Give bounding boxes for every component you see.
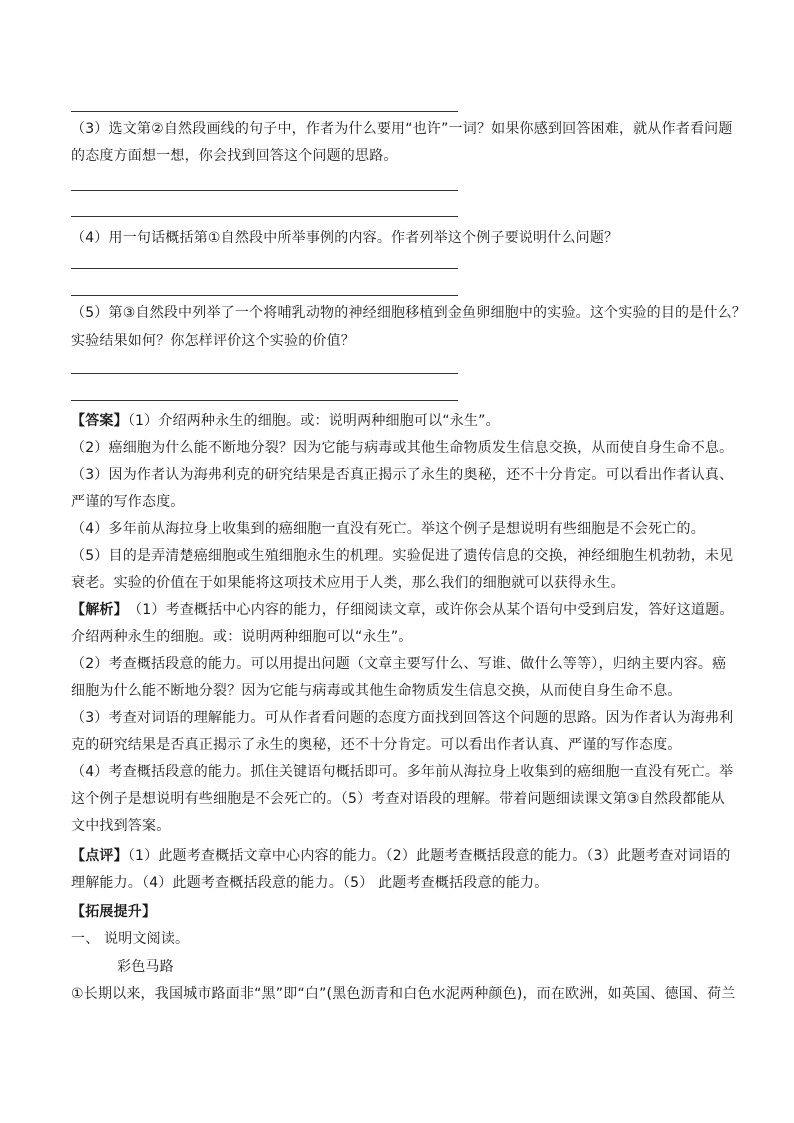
article-paragraph-1: ①长期以来，我国城市路面非“黑”即“白”(黑色沥青和白色水泥两种颜色)，而在欧洲，如英国、德国、荷兰: [71, 986, 736, 1002]
analysis-1: 【解析】 （1）考查概括中心内容的能力，仔细阅读文章，或许你会从某个语句中受到启发，答好这道题。: [71, 602, 734, 618]
analysis-4-end: 文中找到答案。: [71, 818, 171, 834]
comment-label: 【点评】: [71, 848, 128, 864]
answer-5-cont: 衰老。实验的价值在于如果能将这项技术应用于人类，那么我们的细胞就可以获得永生。: [71, 575, 625, 591]
answer-blank-line: [71, 373, 458, 374]
question-4-text: （4）用一句话概括第①自然段中所举事例的内容。作者列举这个例子要说明什么问题？: [71, 230, 619, 246]
answer-3-cont: 严谨的写作态度。: [71, 494, 185, 510]
question-5-text: （5）第③自然段中列举了一个将哺乳动物的神经细胞移植到金鱼卵细胞中的实验。这个实验的目的是什么？: [71, 305, 747, 321]
answer-4: （4）多年前从海拉身上收集到的癌细胞一直没有死亡。举这个例子是想说明有些细胞是不会死亡的。: [71, 521, 705, 537]
analysis-1-cont: 介绍两种永生的细胞。或：说明两种细胞可以“永生”。: [71, 629, 413, 645]
analysis-4-cont: 这个例子是想说明有些细胞是不会死亡的。（5）考查对语段的理解。带着问题细读课文第③自然段都能从: [71, 791, 725, 807]
answer-blank-line: [71, 400, 458, 401]
analysis-2-cont: 细胞为什么能不断地分裂？因为它能与病毒或其他生命物质发生信息交换，从而使自身生命不息。: [71, 683, 682, 699]
analysis-4: （4）考查概括段意的能力。抓住关键语句概括即可。多年前从海拉身上收集到的癌细胞一直没有死亡。举: [71, 764, 734, 780]
answer-blank-line: [71, 216, 458, 217]
comment-1-cont: 理解能力。（4）此题考查概括段意的能力。（5） 此题考查概括段意的能力。: [71, 875, 549, 891]
question-3-text: （3）选文第②自然段画线的句子中，作者为什么要用“也许”一词？如果你感到回答困难，就从作者看问题: [71, 121, 733, 137]
analysis-3-cont: 克的研究结果是否真正揭示了永生的奥秘，还不十分肯定。可以看出作者认真、严谨的写作态度。: [71, 737, 682, 753]
answer-5: （5）目的是弄清楚癌细胞或生殖细胞永生的机理。实验促进了遗传信息的交换，神经细胞生机勃勃，未见: [71, 548, 734, 564]
question-3-text-cont: 的态度方面想一想，你会找到回答这个问题的思路。: [71, 148, 398, 164]
answer-blank-line: [71, 268, 458, 269]
article-title: 彩色马路: [117, 959, 174, 975]
analysis-label: 【解析】: [71, 602, 121, 618]
analysis-2: （2）考查概括段意的能力。可以用提出问题（文章主要写什么、写谁、做什么等等），归纳主要内容。癌: [71, 656, 727, 672]
answer-2: （2）癌细胞为什么能不断地分裂？因为它能与病毒或其他生命物质发生信息交换，从而使自身生命不息。: [71, 440, 734, 456]
analysis-3: （3）考查对词语的理解能力。可从作者看问题的态度方面找到回答这个问题的思路。因为作者认为海弗利: [71, 710, 734, 726]
answer-blank-line: [71, 295, 458, 296]
section-heading: 一、 说明文阅读。: [71, 931, 190, 947]
answer-blank-line: [71, 190, 458, 191]
answer-3: （3）因为作者认为海弗利克的研究结果是否真正揭示了永生的奥秘，还不十分肯定。可以看出作者认真、: [71, 467, 734, 483]
answer-blank-line: [71, 111, 458, 112]
answer-label: 【答案】: [71, 413, 128, 429]
answer-1: 【答案】（1）介绍两种永生的细胞。或：说明两种细胞可以“永生”。: [71, 413, 500, 429]
comment-1: 【点评】（1）此题考查概括文章中心内容的能力。（2）此题考查概括段意的能力。（3）此题考查对词语的: [71, 848, 731, 864]
extension-heading: 【拓展提升】: [71, 904, 157, 920]
question-5-text-cont: 实验结果如何？你怎样评价这个实验的价值？: [71, 333, 355, 349]
